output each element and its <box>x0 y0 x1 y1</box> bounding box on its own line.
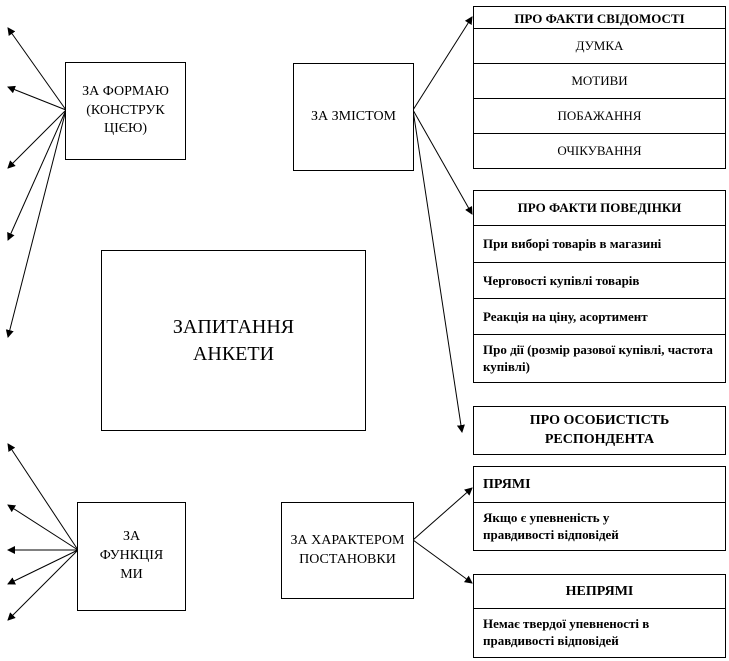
by-function-label: ЗА ФУНКЦІЯ МИ <box>99 529 164 582</box>
facts-behavior-item: Черговості купівлі товарів <box>473 262 726 299</box>
arrow-content-behavior <box>413 110 472 214</box>
arrow-form-5 <box>8 110 66 337</box>
by-content-label: ЗА ЗМІСТОМ <box>310 109 396 124</box>
arrow-character-direct <box>413 488 472 540</box>
facts-consciousness-item: ПОБАЖАННЯ <box>473 98 726 134</box>
facts-behavior-item: Реакція на ціну, асортимент <box>473 298 726 335</box>
facts-behavior-item: Про дії (розмір разової купівлі, частота купівлі) <box>473 334 726 383</box>
facts-consciousness-header: ПРО ФАКТИ СВІДОМОСТІ <box>473 6 726 29</box>
arrow-form-4 <box>8 110 66 240</box>
arrow-character-indirect <box>413 540 472 583</box>
respondent-box: ПРО ОСОБИСТІСТЬ РЕСПОНДЕНТА <box>473 406 726 455</box>
arrow-func-4 <box>8 550 78 584</box>
by-form-box <box>65 62 186 160</box>
direct-header: ПРЯМІ <box>473 466 726 503</box>
center-title: ЗАПИТАННЯ АНКЕТИ <box>172 315 295 365</box>
by-character-label: ЗА ХАРАКТЕРОМ ПОСТАНОВКИ <box>290 532 405 567</box>
arrow-func-5 <box>8 550 78 620</box>
by-form-label: ЗА ФОРМАЮ (КОНСТРУК ЦІЄЮ) <box>82 83 169 137</box>
center-questions-box <box>101 250 366 431</box>
direct-desc: Якщо є упевненість у правдивості відповідей <box>473 502 726 551</box>
arrow-func-2 <box>8 505 78 550</box>
by-character-box <box>281 502 414 599</box>
arrow-content-consciousness <box>413 17 472 110</box>
facts-behavior-item: При виборі товарів в магазині <box>473 225 726 263</box>
arrow-func-1 <box>8 444 78 550</box>
arrow-form-3 <box>8 110 66 168</box>
indirect-desc: Немає твердої упевненості в правдивості відповідей <box>473 608 726 658</box>
facts-consciousness-item: ОЧІКУВАННЯ <box>473 133 726 169</box>
arrow-form-1 <box>8 28 66 110</box>
facts-consciousness-item: ДУМКА <box>473 28 726 64</box>
arrow-content-respondent <box>413 110 462 432</box>
by-content-box <box>293 63 414 171</box>
facts-behavior-header: ПРО ФАКТИ ПОВЕДІНКИ <box>473 190 726 226</box>
by-function-box <box>77 502 186 611</box>
indirect-header: НЕПРЯМІ <box>473 574 726 609</box>
facts-consciousness-item: МОТИВИ <box>473 63 726 99</box>
